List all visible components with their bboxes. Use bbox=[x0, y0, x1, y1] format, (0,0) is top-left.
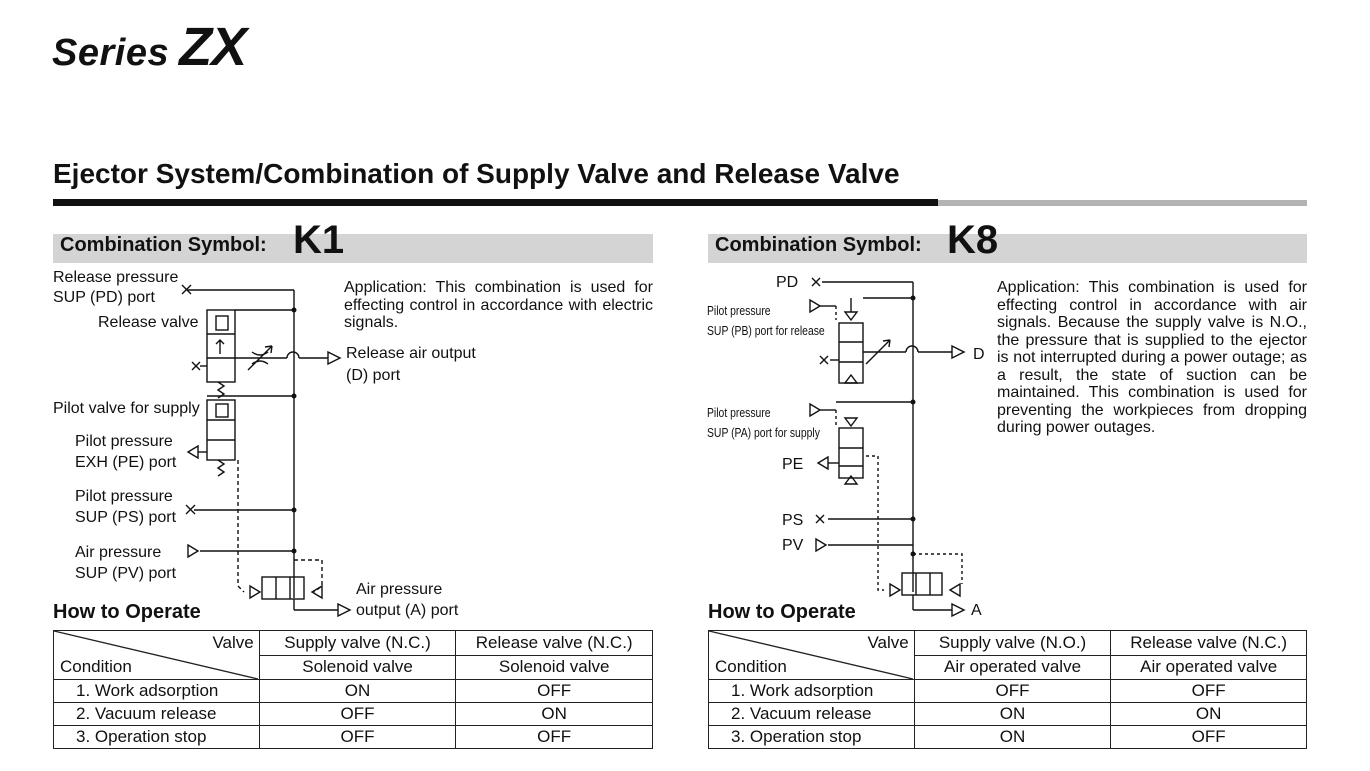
k8-table-header-corner bbox=[709, 631, 915, 680]
k1-label-release-pressure-port: SUP (PD) port bbox=[53, 289, 155, 306]
k8-label-pilot-pa: Pilot pressure bbox=[707, 405, 771, 420]
k8-row-release: OFF bbox=[1111, 726, 1307, 749]
k8-header-supply: Supply valve (N.O.) bbox=[914, 631, 1111, 656]
k1-label-release-air: Release air output bbox=[346, 345, 476, 362]
k8-circuit-diagram bbox=[810, 278, 964, 616]
k1-label-pilot-sup: Pilot pressure bbox=[75, 488, 173, 505]
k8-operation-table bbox=[708, 630, 1307, 749]
k1-row-release: ON bbox=[456, 703, 653, 726]
k1-header-release: Release valve (N.C.) bbox=[456, 631, 653, 656]
k8-header-release: Release valve (N.C.) bbox=[1111, 631, 1307, 656]
k1-label-air-out-port: output (A) port bbox=[356, 602, 459, 619]
table-row bbox=[709, 726, 1307, 749]
k8-label-pv: PV bbox=[782, 537, 804, 554]
k1-label-pilot-exh: Pilot pressure bbox=[75, 433, 173, 450]
k1-how-to-operate: How to Operate bbox=[53, 601, 201, 623]
k1-row-release: OFF bbox=[456, 726, 653, 749]
k1-label-pilot-valve: Pilot valve for supply bbox=[53, 400, 200, 417]
table-row bbox=[54, 680, 653, 703]
k8-header-supply-type: Air operated valve bbox=[914, 655, 1111, 680]
k8-row-supply: ON bbox=[914, 726, 1111, 749]
k8-symbol-code: K8 bbox=[947, 218, 999, 262]
page-title: Ejector System/Combination of Supply Valve and Release Valve bbox=[53, 158, 900, 189]
k1-label-air-sup: Air pressure bbox=[75, 544, 162, 561]
k8-header-valve: Valve bbox=[867, 633, 909, 652]
k8-label-a: A bbox=[971, 602, 982, 619]
k1-row-supply: OFF bbox=[259, 726, 456, 749]
k1-symbol-label: Combination Symbol: bbox=[60, 234, 267, 256]
k1-header-release-type: Solenoid valve bbox=[456, 655, 653, 680]
k1-label-air-sup-port: SUP (PV) port bbox=[75, 565, 177, 582]
k1-application-text: Application: This combination is used for effecting control in accordance with electric signals. bbox=[344, 279, 653, 331]
k8-row-release: OFF bbox=[1111, 680, 1307, 703]
series-name: ZX bbox=[179, 17, 247, 77]
k8-application-text: Application: This combination is used for effecting control in accordance with air signals. Because the supply valve is N.O., the pressure that is supplied to the ejector is not interrupted during a power outage; as a result, the state of suction can be maintained. This combination is used for preventing the workpieces from dropping during power outages. bbox=[997, 279, 1307, 436]
k1-header-condition: Condition bbox=[60, 657, 132, 676]
k1-header-valve: Valve bbox=[212, 633, 254, 652]
table-row bbox=[54, 703, 653, 726]
k8-symbol-label: Combination Symbol: bbox=[715, 234, 922, 256]
k1-operation-table bbox=[53, 630, 653, 749]
k1-label-release-pressure: Release pressure bbox=[53, 269, 179, 286]
k1-label-pilot-sup-port: SUP (PS) port bbox=[75, 509, 177, 526]
k8-row-release: ON bbox=[1111, 703, 1307, 726]
k8-how-to-operate: How to Operate bbox=[708, 601, 856, 623]
series-prefix: Series bbox=[52, 32, 170, 74]
table-row bbox=[709, 680, 1307, 703]
k1-row-condition: 3. Operation stop bbox=[54, 726, 260, 749]
k8-row-condition: 3. Operation stop bbox=[709, 726, 915, 749]
k1-label-release-air-port: (D) port bbox=[346, 367, 401, 384]
k1-label-pilot-exh-port: EXH (PE) port bbox=[75, 454, 177, 471]
k8-label-pd: PD bbox=[776, 274, 799, 291]
k1-row-supply: OFF bbox=[259, 703, 456, 726]
k8-label-ps: PS bbox=[782, 512, 804, 529]
k1-table-header-corner bbox=[54, 631, 260, 680]
k1-header-supply: Supply valve (N.C.) bbox=[259, 631, 456, 656]
table-row bbox=[54, 726, 653, 749]
k8-row-supply: OFF bbox=[914, 680, 1111, 703]
k1-label-air-out: Air pressure bbox=[356, 581, 443, 598]
k8-header-condition: Condition bbox=[715, 657, 787, 676]
table-row bbox=[709, 703, 1307, 726]
k1-row-condition: 1. Work adsorption bbox=[54, 680, 260, 703]
k1-label-release-valve: Release valve bbox=[98, 314, 199, 331]
k1-row-release: OFF bbox=[456, 680, 653, 703]
k1-symbol-code: K1 bbox=[293, 218, 345, 262]
k8-header-release-type: Air operated valve bbox=[1111, 655, 1307, 680]
k8-row-condition: 2. Vacuum release bbox=[709, 703, 915, 726]
k8-label-pe: PE bbox=[782, 456, 804, 473]
k1-circuit-diagram bbox=[182, 285, 350, 616]
k1-row-condition: 2. Vacuum release bbox=[54, 703, 260, 726]
k8-label-d: D bbox=[973, 346, 985, 363]
k8-label-pilot-pa-port: SUP (PA) port for supply bbox=[707, 425, 820, 440]
k8-row-supply: ON bbox=[914, 703, 1111, 726]
k8-label-pilot-pb-port: SUP (PB) port for release bbox=[707, 323, 825, 338]
k8-row-condition: 1. Work adsorption bbox=[709, 680, 915, 703]
k1-header-supply-type: Solenoid valve bbox=[259, 655, 456, 680]
k8-label-pilot-pb: Pilot pressure bbox=[707, 303, 771, 318]
k1-row-supply: ON bbox=[259, 680, 456, 703]
